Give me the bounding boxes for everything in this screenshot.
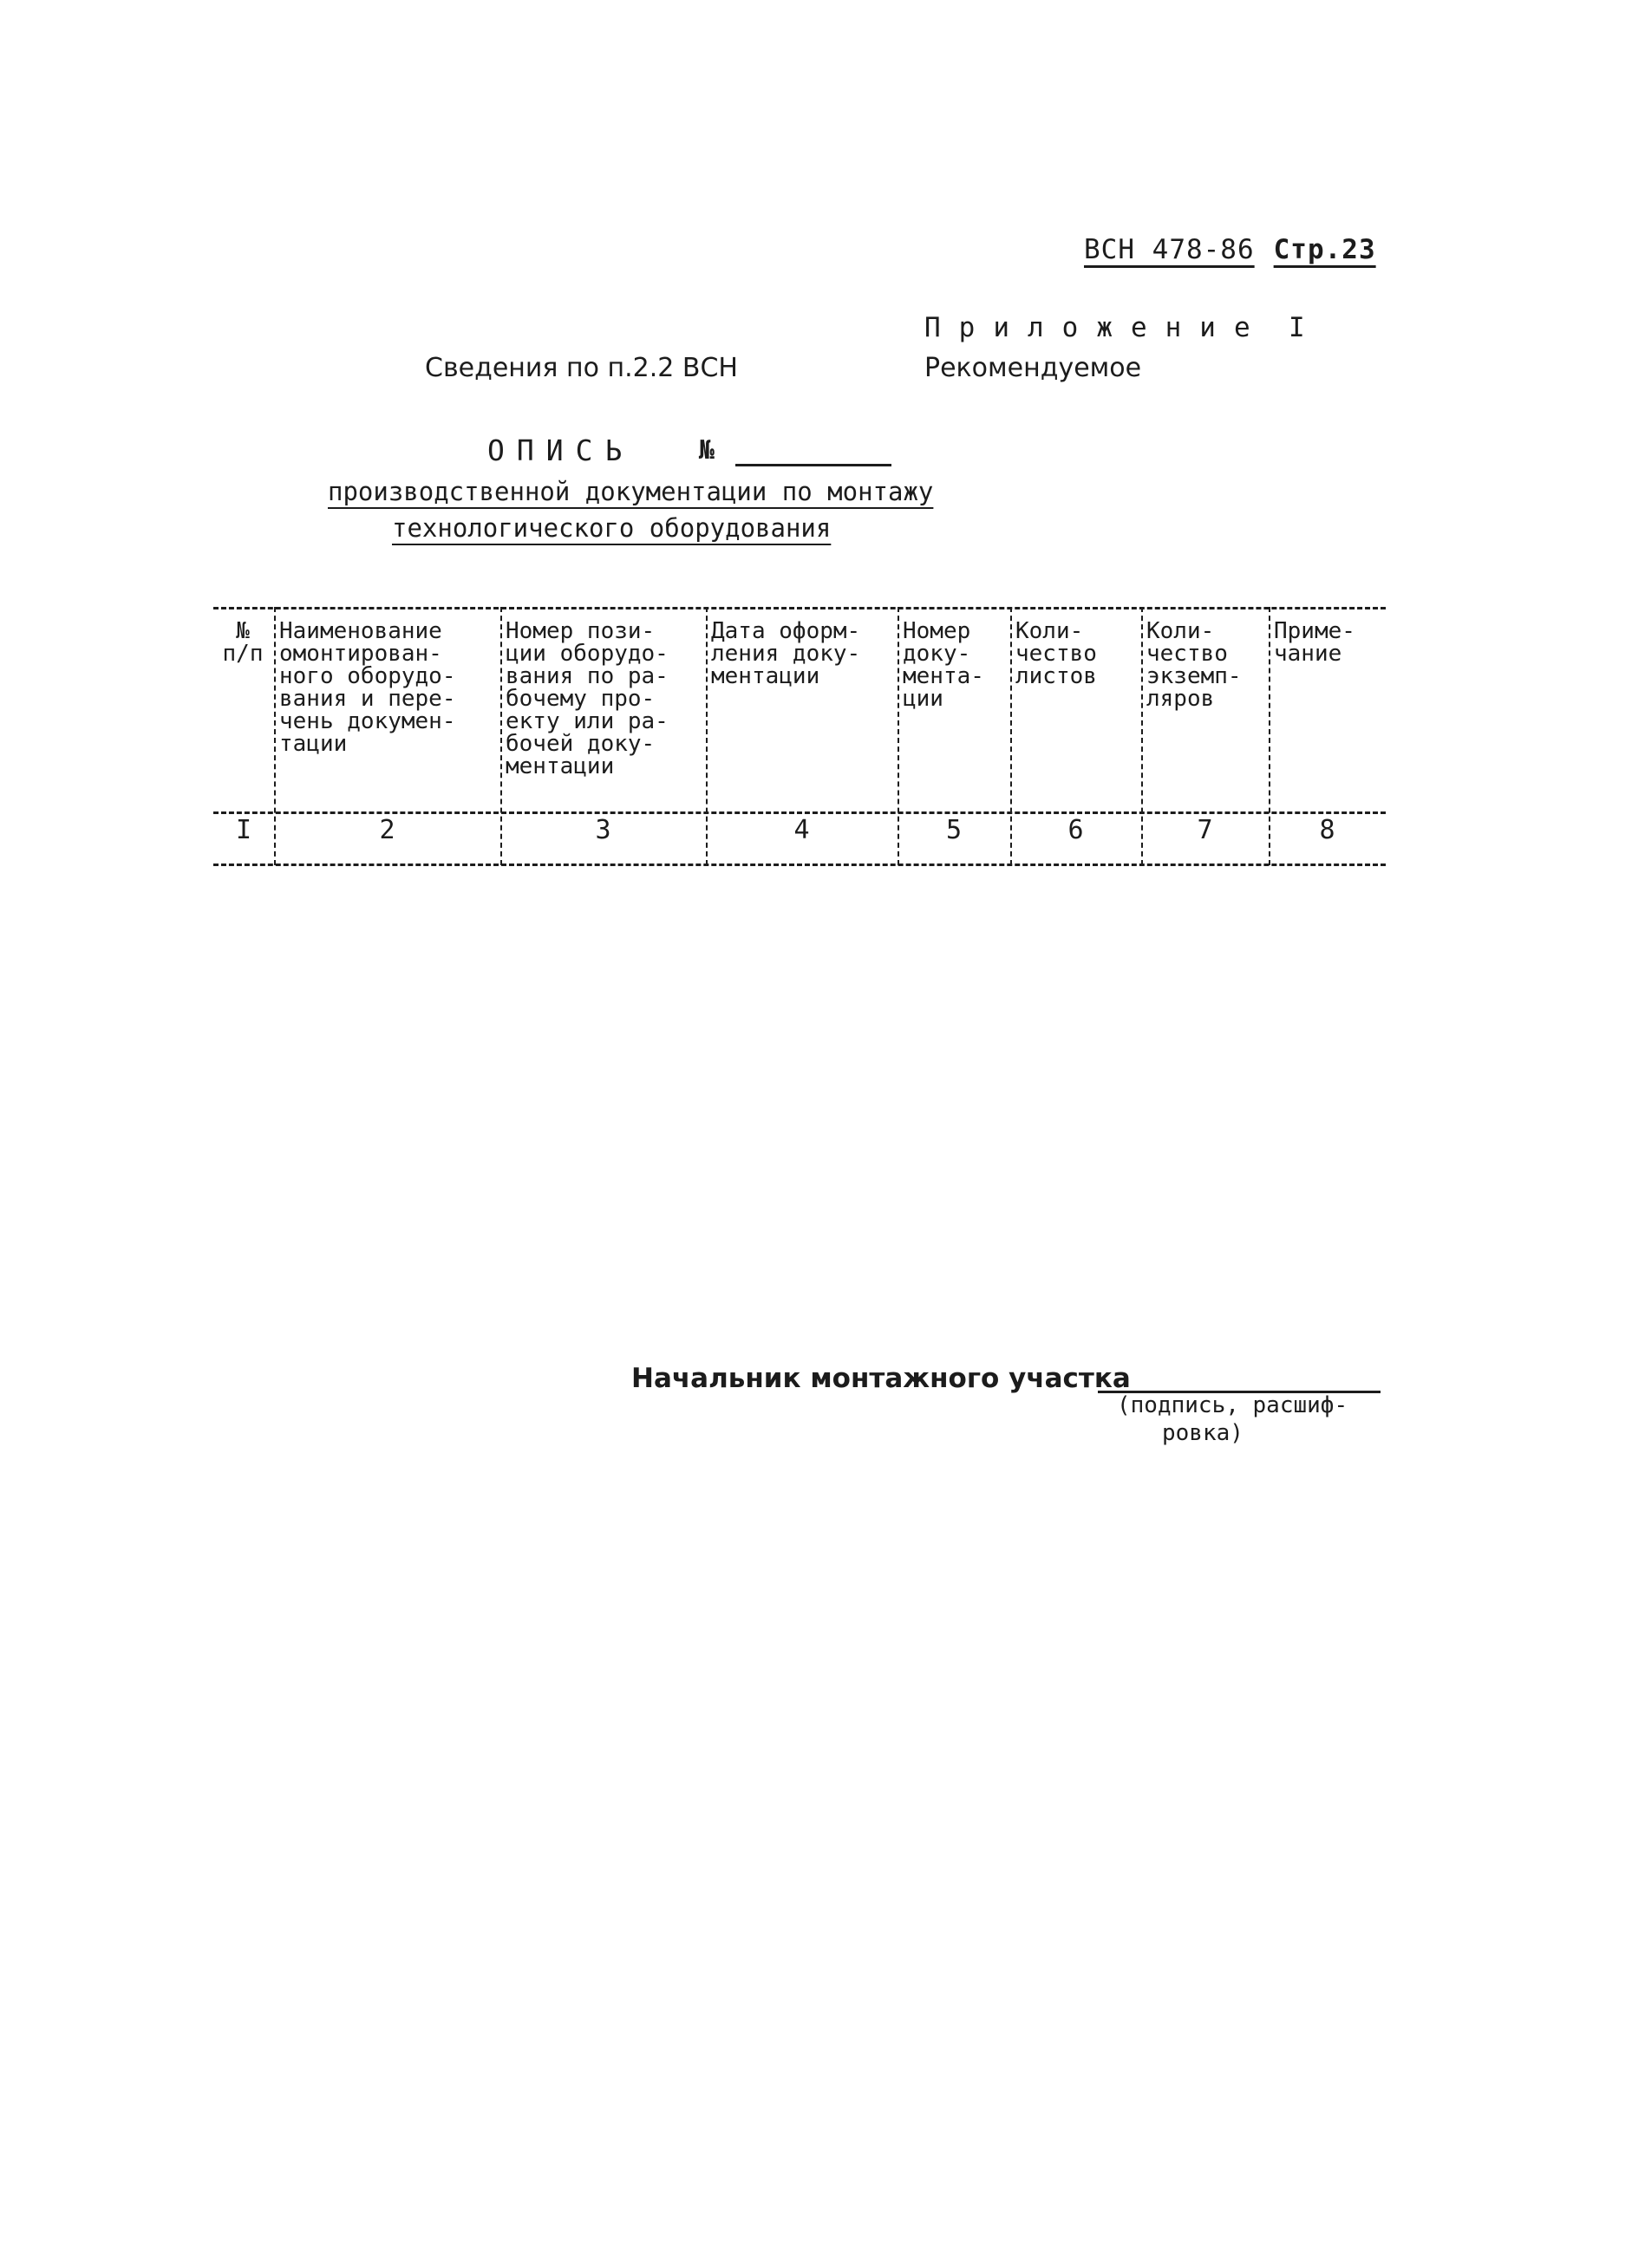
inventory-table [213, 607, 1386, 867]
appendix-title: Приложение [924, 312, 1269, 343]
table-header-cell: № п/п [222, 618, 264, 667]
table-header-cell: Коли- чество экземп- ляров [1146, 618, 1242, 712]
inventory-subtitle-line-2: технологического оборудования [392, 513, 832, 543]
table-top-rule [213, 607, 1386, 609]
table-header-rule [213, 811, 1386, 814]
signature-hint-line-2: ровка) [1162, 1420, 1244, 1446]
table-column-number: 2 [379, 815, 395, 845]
number-sign: № [699, 435, 715, 466]
table-column-number: 6 [1067, 815, 1084, 845]
info-reference: Сведения по п.2.2 ВСН [425, 353, 738, 383]
table-column-number: I [235, 815, 252, 845]
inventory-title: ОПИСЬ [487, 433, 635, 467]
signature-hint-line-1: (подпись, расшиф- [1117, 1392, 1348, 1418]
table-column-number: 4 [793, 815, 810, 845]
appendix-number: I [1289, 312, 1305, 343]
appendix-status: Рекомендуемое [924, 353, 1142, 383]
doc-code-number: ВСН 478-86 [1084, 234, 1255, 265]
table-column-number: 7 [1197, 815, 1213, 845]
inventory-subtitle-line-1: производственной документации по монтажу [328, 477, 934, 506]
table-header-cell: Наименование омонтирован- ного оборудо- вания и пере- чень докумен- тации [279, 618, 456, 757]
table-column-number: 8 [1319, 815, 1335, 845]
table-header-cell: Коли- чество листов [1015, 618, 1097, 689]
table-column-number: 5 [945, 815, 963, 845]
signoff-label: Начальник монтажного участка [631, 1363, 1131, 1394]
table-column-number: 3 [595, 815, 611, 845]
table-header-cell: Номер доку- мента- ции [903, 618, 984, 712]
table-header-cell: Приме- чание [1274, 618, 1355, 667]
page-reference: Стр.23 [1273, 234, 1376, 265]
inventory-number-blank [735, 464, 891, 466]
document-code [1084, 234, 1376, 265]
table-header-cell: Номер пози- ции оборудо- вания по ра- бочему про- екту или ра- бочей доку- ментации [506, 618, 669, 779]
table-header-cell: Дата оформ- ления доку- ментации [711, 618, 861, 689]
table-bottom-rule [213, 864, 1386, 866]
